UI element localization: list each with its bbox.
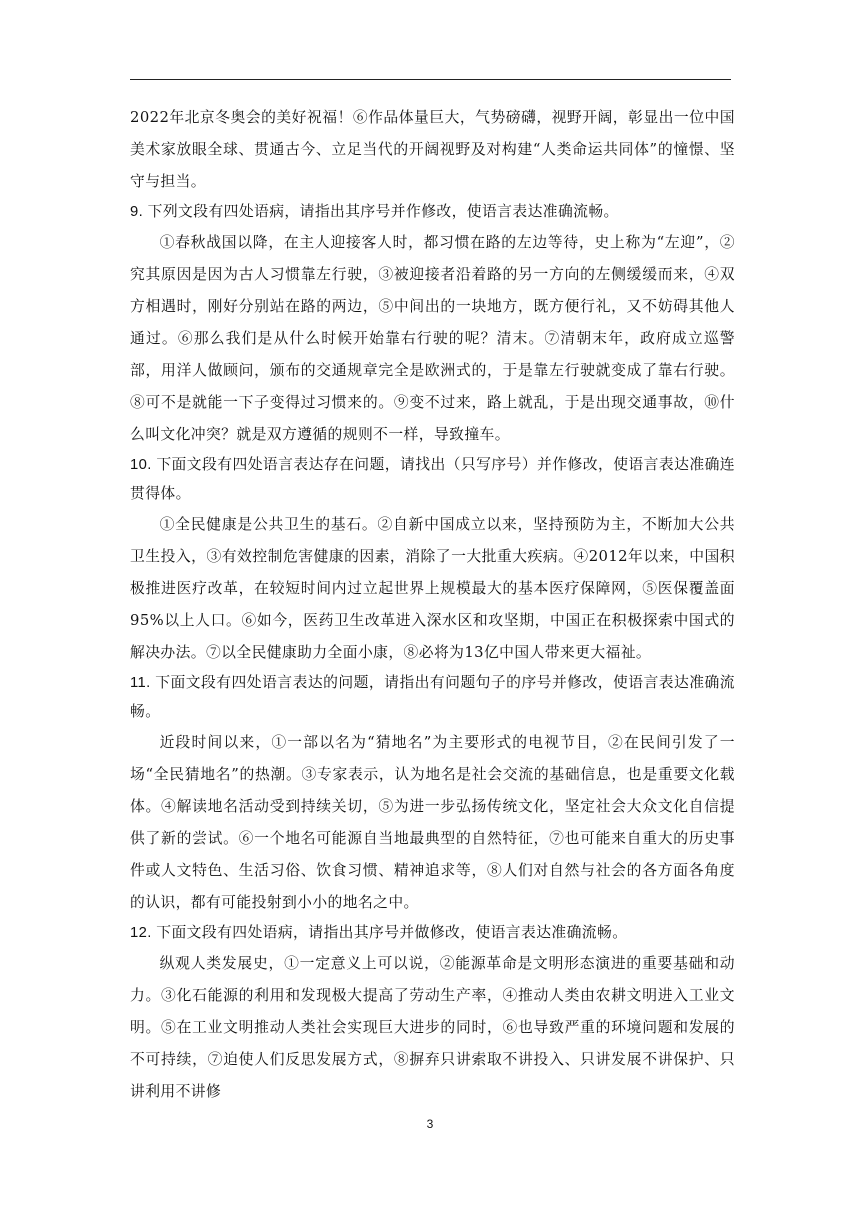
page-number: 3 (426, 1117, 434, 1131)
question-11-prompt: 11. 下面文段有四处语言表达的问题，请指出有问题句子的序号并修改，使语言表达准确流畅。 (130, 675, 735, 720)
question-10-passage: ①全民健康是公共卫生的基石。②自新中国成立以来，坚持预防为主，不断加大公共卫生投入，③有效控制危害健康的因素，消除了一大批重大疾病。④2012年以来，中国积极推进医疗改革，在较短时间内过立起世界上规模最大的基本医疗保障网，⑤医保覆盖面95%以上人口。⑥如今，医药卫生改革进入深水区和攻坚期，中国正在积极探索中国式的解决办法。⑦以全民健康助力全面小康，⑧必将为13亿中国人带来更大福祉。 (130, 516, 735, 661)
page-content (130, 102, 735, 1108)
question-9-passage: ①春秋战国以降，在主人迎接客人时，都习惯在路的左边等待，史上称为“左迎”，②究其原因是因为古人习惯靠左行驶，③被迎接者沿着路的另一方向的左侧缓缓而来，④双方相遇时，刚好分别站在路的两边，⑤中间出的一块地方，既方便行礼，又不妨碍其他人通过。⑥那么我们是从什么时候开始靠右行驶的呢？清末。⑦清朝末年，政府成立巡警部，用洋人做顾问，颁布的交通规章完全是欧洲式的，于是靠左行驶就变成了靠右行驶。⑧可不是就能一下子变得过习惯来的。⑨变不过来，路上就乱，于是出现交通事故，⑩什么叫文化冲突？就是双方遵循的规则不一样，导致撞车。 (130, 234, 735, 443)
question-11-passage: 近段时间以来，①一部以名为“猜地名”为主要形式的电视节目，②在民间引发了一场“全民猜地名”的热潮。③专家表示，认为地名是社会交流的基础信息，也是重要文化载体。④解读地名活动受到持续关切，⑤为进一步弘扬传统文化，坚定社会大众文化自信提供了新的尝试。⑥一个地名可能源自当地最典型的自然特征，⑦也可能来自重大的历史事件或人文特色、生活习俗、饮食习惯、精神追求等，⑧人们对自然与社会的各方面各角度的认识，都有可能投射到小小的地名之中。 (130, 734, 735, 911)
question-12-passage: 纵观人类发展史，①一定意义上可以说，②能源革命是文明形态演进的重要基础和动力。③化石能源的利用和发现极大提高了劳动生产率，④推动人类由农耕文明进入工业文明。⑤在工业文明推动人类社会实现巨大进步的同时，⑥也导致严重的环境问题和发展的不可持续，⑦迫使人们反思发展方式，⑧摒弃只讲索取不讲投入、只讲发展不讲保护、只讲利用不讲修 (130, 955, 735, 1100)
header-rule (130, 79, 731, 80)
question-12-prompt: 12. 下面文段有四处语病，请指出其序号并做修改，使语言表达准确流畅。 (130, 925, 628, 941)
intro-paragraph-tail: 2022年北京冬奥会的美好祝福！⑥作品体量巨大，气势磅礴，视野开阔，彰显出一位中国美术家放眼全球、贯通古今、立足当代的开阔视野及对构建“人类命运共同体”的憧憬、坚守与担当。 (130, 109, 735, 190)
question-9-prompt: 9. 下列文段有四处语病，请指出其序号并作修改，使语言表达准确流畅。 (130, 204, 619, 220)
question-10-prompt: 10. 下面文段有四处语言表达存在问题，请找出（只写序号）并作修改，使语言表达准确连贯得体。 (130, 457, 735, 502)
